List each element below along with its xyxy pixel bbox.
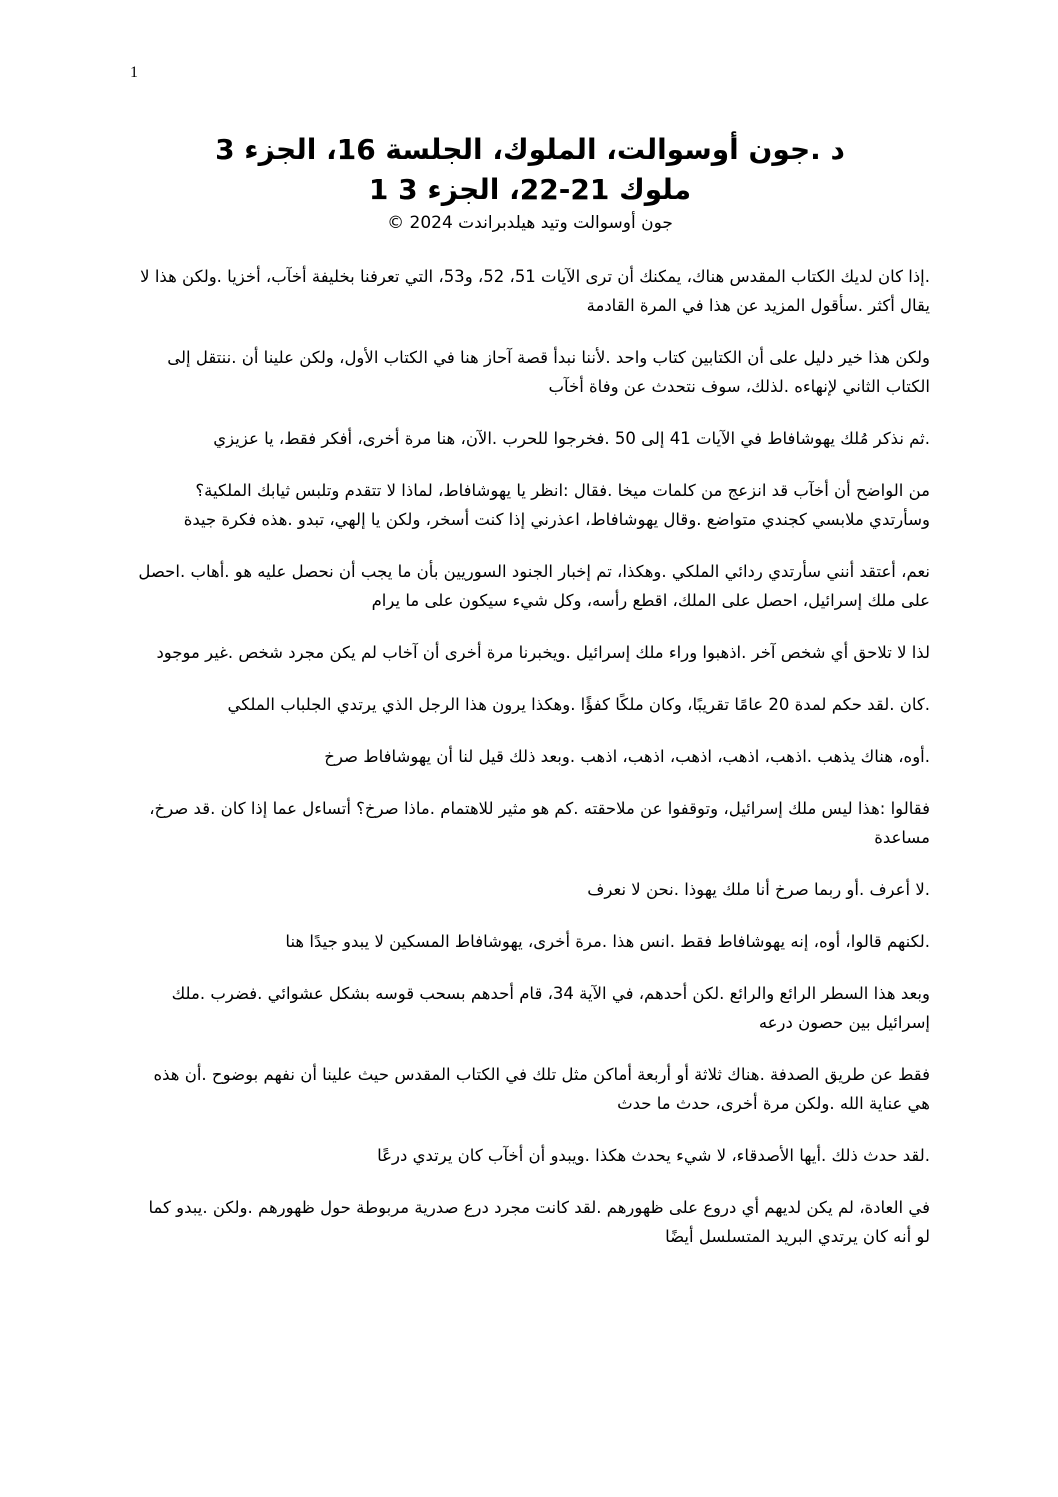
paragraph-13: فقط عن طريق الصدفة .هناك ثلاثة أو أربعة أماكن مثل تلك في الكتاب المقدس حيث علينا أن نفهم بوضوح .أن هذه هي عناية الله .ولكن مرة أخرى، حدث ما حدث — [153, 1065, 930, 1113]
copyright-line: جون أوسوالت وتيد هيلدبراندت 2024 © — [387, 213, 673, 233]
paragraph-5: نعم، أعتقد أنني سأرتدي ردائي الملكي .وهكذا، تم إخبار الجنود السوريين بأن ما يجب أن نحصل عليه هو .أهاب .احصل على ملك إسرائيل، احصل على الملك، اقطع رأسه، وكل شيء سيكون على ما يرام — [138, 562, 930, 610]
page-number: 1 — [130, 64, 138, 81]
document-header — [130, 130, 930, 236]
paragraph-10: .لا أعرف .أو ربما صرخ أنا ملك يهوذا .نحن لا نعرف — [587, 880, 930, 899]
paragraph-2: ولكن هذا خير دليل على أن الكتابين كتاب واحد .لأننا نبدأ قصة آحاز هنا في الكتاب الأول، ولكن علينا أن .ننتقل إلى الكتاب الثاني لإنهاءه .لذلك، سوف نتحدث عن وفاة أخآب — [167, 348, 930, 396]
paragraph-12: وبعد هذا السطر الرائع والرائع .لكن أحدهم، في الآية 34، قام أحدهم بسحب قوسه بشكل عشوائي .فضرب .ملك إسرائيل بين حصون درعه — [171, 984, 930, 1032]
paragraph-11: .لكنهم قالوا، أوه، إنه يهوشافاط فقط .انس هذا .مرة أخرى، يهوشافاط المسكين لا يبدو جيدًا هنا — [285, 932, 930, 951]
paragraph-15: في العادة، لم يكن لديهم أي دروع على ظهورهم .لقد كانت مجرد درع صدرية مربوطة حول ظهورهم .ولكن .يبدو كما لو أنه كان يرتدي البريد المتسلسل أيضًا — [148, 1198, 930, 1246]
paragraph-14: .لقد حدث ذلك .أيها الأصدقاء، لا شيء يحدث هكذا .ويبدو أن أخآب كان يرتدي درعًا — [377, 1146, 930, 1165]
paragraph-9: فقالوا :هذا ليس ملك إسرائيل، وتوقفوا عن ملاحقته .كم هو مثير للاهتمام .ماذا صرخ؟ أتساءل عما إذا كان .قد صرخ، مساعدة — [149, 799, 930, 847]
title-line-1: د .جون أوسوالت، الملوك، الجلسة 16، الجزء 3 — [215, 133, 845, 166]
paragraph-4: من الواضح أن أخآب قد انزعج من كلمات ميخا .فقال :انظر يا يهوشافاط، لماذا لا تتقدم وتلبس ثيابك الملكية؟ وسأرتدي ملابسي كجندي متواضع .وقال يهوشافاط، اعذرني إذا كنت أسخر، ولكن يا إلهي، تبدو .هذه فكرة جيدة — [183, 481, 930, 529]
paragraph-8: .أوه، هناك يذهب .اذهب، اذهب، اذهب، اذهب، اذهب .وبعد ذلك قيل لنا أن يهوشافاط صرخ — [324, 747, 930, 766]
paragraph-3: .ثم نذكر مُلك يهوشافاط في الآيات 41 إلى 50 .فخرجوا للحرب .الآن، هنا مرة أخرى، أفكر فقط، يا عزيزي — [213, 429, 930, 448]
title-line-2: ملوك 21-22، الجزء 3 1 — [368, 173, 692, 206]
document-body — [130, 262, 930, 1274]
paragraph-7: .كان .لقد حكم لمدة 20 عامًا تقريبًا، وكان ملكًا كفؤًا .وهكذا يرون هذا الرجل الذي يرتدي الجلباب الملكي — [227, 695, 930, 714]
paragraph-6: لذا لا تلاحق أي شخص آخر .اذهبوا وراء ملك إسرائيل .ويخبرنا مرة أخرى أن آخاب لم يكن مجرد شخص .غير موجود — [156, 643, 930, 662]
paragraph-1: .إذا كان لديك الكتاب المقدس هناك، يمكنك أن ترى الآيات 51، 52، و53، التي تعرفنا بخليفة أخآب، أخزيا .ولكن هذا لا يقال أكثر .سأقول المزيد عن هذا في المرة القادمة — [140, 267, 930, 315]
